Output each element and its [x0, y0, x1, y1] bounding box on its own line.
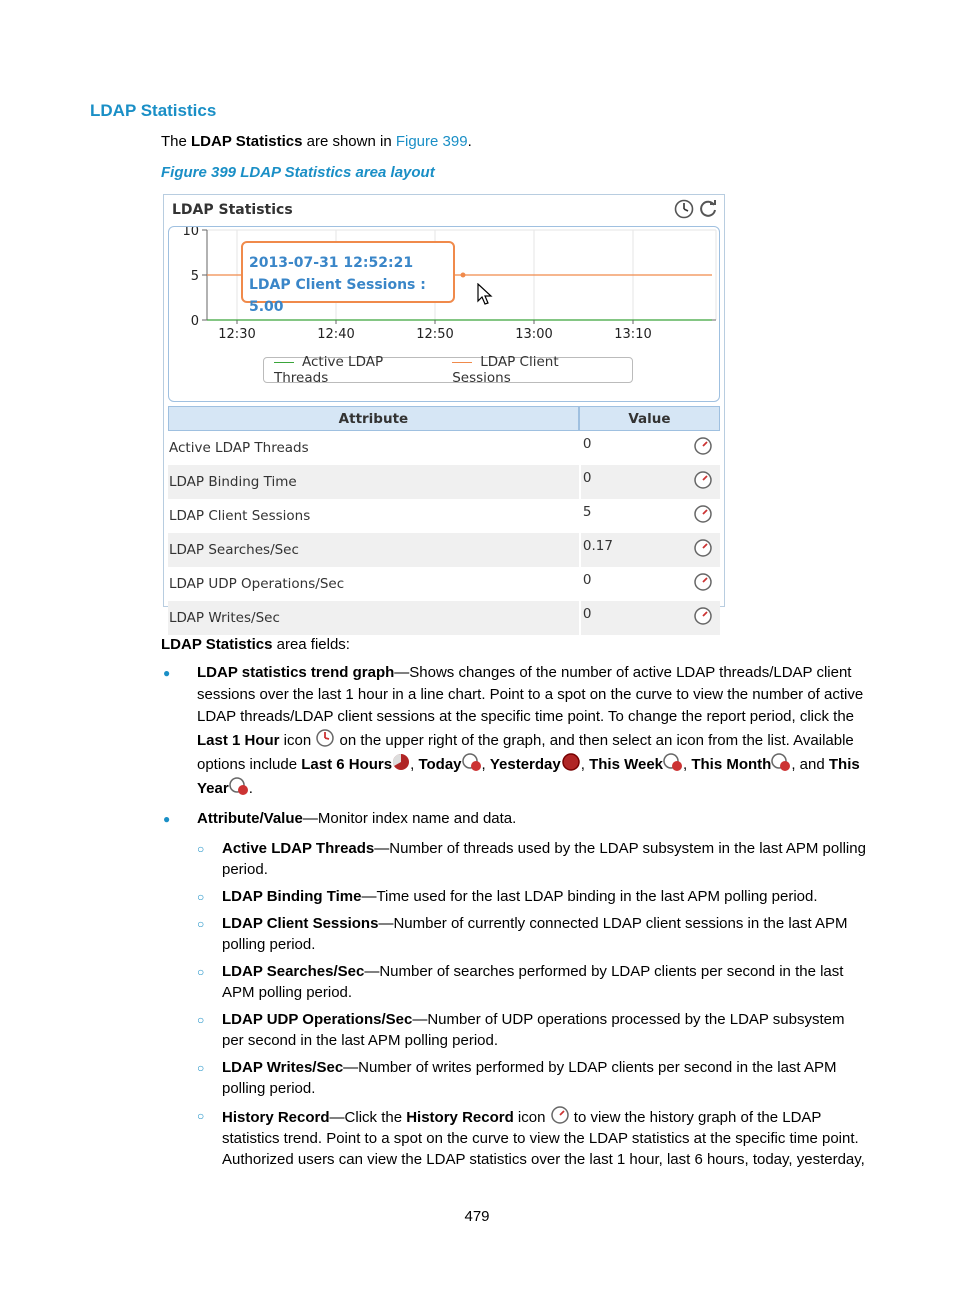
today-icon [462, 752, 482, 772]
history-record-icon[interactable] [686, 465, 720, 499]
y-tick-label: 10 [182, 227, 199, 239]
legend-swatch-green [274, 362, 294, 363]
table-row [168, 567, 720, 601]
table-header-row [168, 406, 720, 431]
bullet-dot: ● [163, 812, 171, 826]
item-text: , and [791, 756, 829, 773]
yesterday-icon [561, 752, 581, 772]
sub-bullet: ○ [197, 965, 205, 979]
item-text: . [248, 780, 253, 797]
intro-text-2: are shown in [302, 133, 396, 150]
table-row [168, 601, 720, 635]
item-term: Last 1 Hour [197, 732, 280, 749]
sub-bullet: ○ [197, 917, 205, 931]
tooltip-time: 2013-07-31 12:52:21 [249, 255, 414, 271]
row-attribute: LDAP Client Sessions [169, 508, 311, 524]
sub-bullet: ○ [197, 1061, 205, 1075]
item-text: icon [513, 1109, 550, 1126]
sub-list-item [161, 1105, 866, 1170]
x-tick-label: 13:00 [515, 327, 553, 342]
item-term: LDAP statistics trend graph [197, 664, 395, 681]
field-list [161, 662, 866, 1176]
item-term: LDAP Writes/Sec [222, 1059, 344, 1076]
row-value: 0 [579, 601, 686, 635]
widget-icons [674, 199, 718, 219]
item-term: LDAP Searches/Sec [222, 963, 365, 980]
clock-icon[interactable] [674, 199, 694, 219]
bullet-dot: ● [163, 666, 171, 680]
row-attribute: LDAP UDP Operations/Sec [169, 576, 345, 592]
item-term: Today [418, 756, 462, 773]
item-term: Active LDAP Threads [222, 840, 375, 857]
row-value: 0 [579, 567, 686, 601]
list-item [161, 808, 866, 830]
sub-list-item [161, 913, 866, 955]
intro-text: The [161, 133, 192, 150]
history-record-icon[interactable] [686, 567, 720, 601]
sub-list-item [161, 961, 866, 1003]
row-attribute: LDAP Writes/Sec [168, 601, 579, 635]
item-term: History Record [406, 1109, 514, 1126]
item-text: icon [279, 732, 316, 749]
item-text: —Time used for the last LDAP binding in the last APM polling period. [361, 888, 818, 905]
item-text: —Number of threads used by the LDAP subsystem in the last APM polling period. [222, 840, 866, 878]
legend-label: Active LDAP Threads [274, 354, 384, 386]
row-value: 0.17 [579, 533, 686, 567]
this-year-icon [229, 776, 249, 796]
last-6-hours-icon [392, 752, 410, 772]
history-record-icon[interactable] [686, 431, 720, 465]
item-text: —Number of searches performed by LDAP clients per second in the last APM polling period. [222, 963, 844, 1001]
item-text: on the upper right of the graph, and then select an icon from the list. Available options include [197, 732, 854, 773]
ldap-statistics-widget [163, 194, 725, 626]
x-tick-label: 12:50 [416, 327, 454, 342]
section-heading: LDAP Statistics [90, 101, 217, 120]
stats-table [168, 406, 720, 635]
sub-bullet: ○ [197, 890, 205, 904]
figure-link[interactable]: Figure 399 [395, 133, 468, 150]
fields-text: area fields: [272, 636, 350, 653]
chart-legend [263, 354, 633, 386]
item-text: —Number of currently connected LDAP client sessions in the last APM polling period. [222, 915, 848, 953]
history-record-icon[interactable] [686, 533, 720, 567]
legend-item-client-sessions[interactable] [452, 354, 618, 386]
trend-chart-box [168, 226, 720, 402]
item-term: This Week [589, 756, 664, 773]
sub-list-item [161, 1057, 866, 1099]
last-1-hour-icon [315, 728, 335, 748]
item-text: to view the history graph of the LDAP statistics trend. Point to a spot on the curve to view the LDAP statistics at the specific time point. Authorized users can view the LDAP statistics over the last 1 hour, last 6 hours, today, yesterday, [222, 1109, 865, 1168]
header-attribute[interactable]: Attribute [168, 406, 579, 431]
hover-point [461, 273, 466, 278]
table-row [168, 499, 720, 533]
item-term: LDAP Client Sessions [222, 915, 379, 932]
this-month-icon [771, 752, 791, 772]
sub-bullet: ○ [197, 842, 205, 856]
item-text: —Shows changes of the number of active LDAP threads/LDAP client sessions over the last 1 hour in a line chart. Point to a spot on the curve to view the number of active LDAP threads/LDAP client sessions at the specific time point. To change the report period, click the [197, 664, 864, 725]
item-text: —Monitor index name and data. [302, 810, 517, 827]
intro-bold: LDAP Statistics [191, 133, 303, 150]
history-record-icon [550, 1105, 570, 1125]
item-term: Attribute/Value [197, 810, 303, 827]
row-attribute: LDAP Binding Time [168, 465, 579, 499]
item-term: LDAP Binding Time [222, 888, 362, 905]
y-tick-label: 0 [190, 314, 199, 329]
history-record-icon[interactable] [686, 499, 720, 533]
history-record-icon[interactable] [686, 601, 720, 635]
sub-list-item [161, 886, 866, 907]
tooltip-value: LDAP Client Sessions : 5.00 [249, 277, 426, 315]
mouse-cursor-icon [477, 283, 495, 307]
sub-list-item [161, 1009, 866, 1051]
refresh-icon[interactable] [698, 199, 718, 219]
header-value[interactable]: Value [579, 406, 720, 431]
x-tick-label: 12:30 [218, 327, 256, 342]
table-row [168, 465, 720, 499]
x-tick-label: 12:40 [317, 327, 355, 342]
intro-paragraph [161, 133, 472, 150]
row-attribute: LDAP Searches/Sec [168, 533, 579, 567]
item-term: History Record [222, 1109, 330, 1126]
row-attribute: Active LDAP Threads [169, 440, 309, 456]
item-term: Yesterday [489, 756, 561, 773]
figure-caption: Figure 399 LDAP Statistics area layout [161, 164, 435, 181]
legend-swatch-orange [452, 362, 472, 363]
item-text: —Number of writes performed by LDAP clients per second in the last APM polling period. [222, 1059, 837, 1097]
item-term: This Month [691, 756, 772, 773]
chart-tooltip [241, 241, 455, 315]
page-number: 479 [464, 1208, 490, 1225]
item-text: —Number of UDP operations processed by the LDAP subsystem per second in the last APM polling period. [222, 1011, 845, 1049]
row-value: 0 [579, 465, 686, 499]
sub-bullet: ○ [197, 1013, 205, 1027]
fields-intro [161, 636, 350, 653]
item-term: LDAP UDP Operations/Sec [222, 1011, 413, 1028]
intro-end: . [467, 133, 472, 150]
row-value: 0 [579, 431, 686, 465]
widget-title: LDAP Statistics [172, 202, 293, 218]
sub-bullet: ○ [197, 1109, 205, 1123]
item-text: —Click the [329, 1109, 407, 1126]
legend-item-active-threads[interactable] [274, 354, 438, 386]
fields-bold: LDAP Statistics [161, 636, 273, 653]
table-row [168, 431, 720, 465]
sub-list-item [161, 838, 866, 880]
this-week-icon [663, 752, 683, 772]
table-row [168, 533, 720, 567]
y-tick-label: 5 [190, 269, 199, 284]
row-value: 5 [579, 499, 686, 533]
legend-label: LDAP Client Sessions [452, 354, 559, 386]
item-term: This Year [197, 756, 860, 797]
list-item: ● LDAP statistics trend graph—Shows changes of the number of active LDAP threads/LDAP client sessions over the last 1 hour in a line chart. Point to a spot on the curve to view the number of active LDAP threads/LDAP client sessions at the specific time point. To change the report period, click the Last 1 Hour icon on the upper right of the graph, and then select an icon from the list. Available options include Last 6 Hours , Today , Yesterday , This Week , This Month , and This Year . [163, 664, 864, 797]
x-tick-label: 13:10 [614, 327, 652, 342]
item-term: Last 6 Hours [301, 756, 393, 773]
